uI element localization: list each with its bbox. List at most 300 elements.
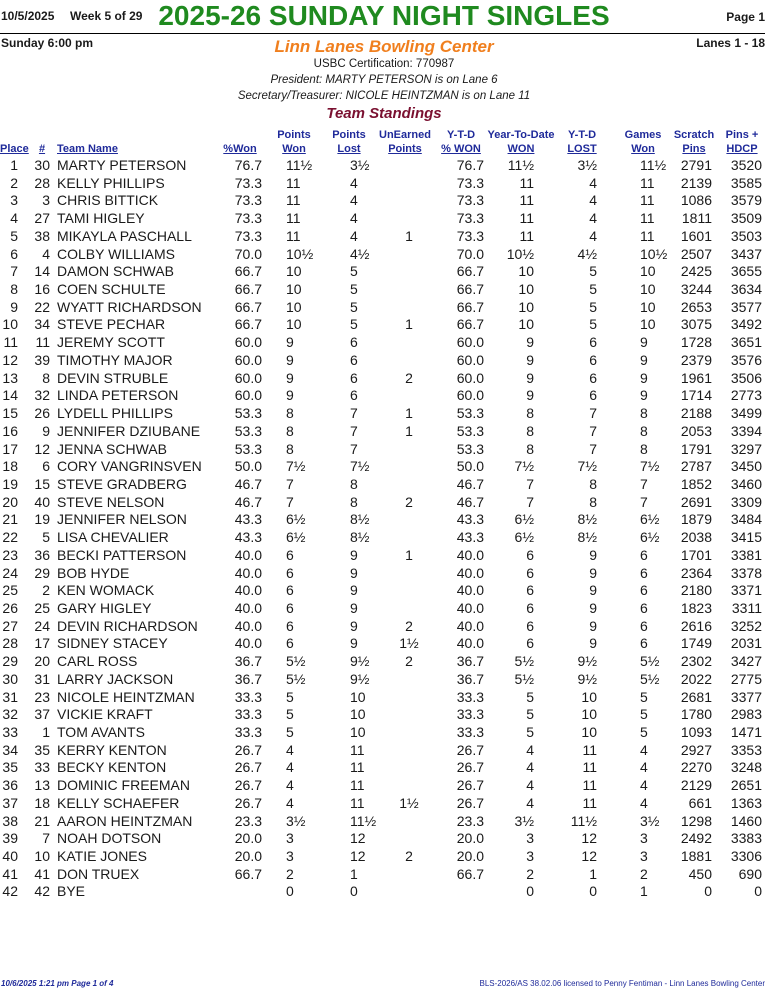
cell-hdcp: 3634 — [730, 281, 762, 298]
cell-pct-won: 40.0 — [234, 564, 262, 581]
cell-team-name: KERRY KENTON — [57, 741, 167, 758]
cell-ytd-pct: 33.3 — [456, 706, 484, 723]
cell-pct-won: 53.3 — [234, 422, 262, 439]
cell-pct-won: 60.0 — [234, 334, 262, 351]
cell-points-won: 6 — [286, 599, 294, 616]
table-row — [0, 316, 768, 334]
cell-ytd-lost: 7 — [589, 422, 597, 439]
cell-ytd-lost: 3½ — [577, 157, 597, 173]
cell-team-name: KELLY SCHAEFER — [57, 794, 180, 811]
col-points-won: Won — [282, 143, 306, 155]
cell-team-name: BECKY KENTON — [57, 759, 167, 776]
cell-points-won: 8 — [286, 440, 294, 457]
cell-ytd-lost: 8½ — [577, 529, 597, 546]
cell-hdcp: 3492 — [730, 316, 762, 333]
cell-ytd-won: 7 — [526, 493, 534, 510]
cell-points-won: 11 — [286, 174, 301, 191]
table-row — [0, 671, 768, 689]
cell-ytd-won: 5 — [526, 724, 534, 740]
cell-ytd-won: 2 — [526, 865, 534, 882]
table-row — [0, 334, 768, 352]
cell-place: 42 — [2, 883, 18, 900]
cell-scratch: 2681 — [680, 688, 712, 705]
cell-team-name: AARON HEINTZMAN — [57, 812, 193, 829]
cell-ytd-pct: 50.0 — [456, 458, 484, 475]
cell-scratch: 1728 — [680, 334, 712, 351]
cell-team-name: DOMINIC FREEMAN — [57, 777, 190, 794]
cell-points-lost: 9 — [350, 546, 358, 563]
cell-ytd-won: 6 — [526, 617, 534, 634]
cell-games-won: 10 — [640, 316, 656, 333]
cell-place: 17 — [2, 440, 18, 457]
cell-points-won: 4 — [286, 794, 294, 811]
cell-points-won: 9 — [286, 351, 294, 368]
cell-ytd-won: 6½ — [514, 511, 534, 528]
cell-points-won: 6 — [286, 564, 294, 581]
cell-points-won: 3½ — [286, 812, 306, 829]
table-row — [0, 706, 768, 724]
cell-number: 21 — [34, 812, 50, 829]
cell-pct-won: 20.0 — [234, 830, 262, 847]
cell-scratch: 2053 — [680, 422, 712, 439]
cell-games-won: 5 — [640, 688, 648, 705]
cell-ytd-pct: 20.0 — [456, 848, 484, 865]
cell-scratch: 2038 — [680, 529, 712, 546]
league-title: 2025-26 SUNDAY NIGHT SINGLES — [158, 0, 610, 31]
cell-ytd-won: 3½ — [514, 812, 534, 829]
cell-points-won: 5½ — [286, 653, 306, 670]
cell-team-name: GARY HIGLEY — [57, 599, 152, 616]
table-row — [0, 618, 768, 636]
cell-unearned: 2 — [405, 653, 413, 670]
cell-ytd-pct: 60.0 — [456, 351, 484, 368]
cell-points-won: 3 — [286, 830, 294, 847]
cell-ytd-won: 6 — [526, 546, 534, 563]
cell-ytd-lost: 4 — [589, 192, 597, 209]
cell-ytd-lost: 4 — [589, 210, 597, 227]
cell-ytd-lost: 9½ — [577, 653, 597, 670]
cell-scratch: 1086 — [680, 192, 712, 209]
cell-hdcp: 3353 — [730, 741, 762, 758]
cell-points-lost: 9 — [350, 599, 358, 616]
cell-scratch: 2022 — [680, 670, 712, 687]
cell-place: 7 — [10, 263, 18, 280]
col-games-won-top: Games — [624, 129, 662, 141]
cell-pct-won: 26.7 — [234, 741, 262, 758]
cell-scratch: 2425 — [680, 263, 712, 280]
cell-ytd-lost: 10 — [581, 706, 597, 723]
cell-hdcp: 3378 — [730, 564, 762, 581]
cell-ytd-lost: 0 — [589, 883, 597, 900]
cell-team-name: SIDNEY STACEY — [57, 635, 168, 652]
cell-games-won: 11½ — [640, 157, 667, 173]
cell-points-lost: 5 — [350, 281, 358, 298]
cell-ytd-lost: 9 — [589, 599, 597, 616]
cell-games-won: 9 — [640, 334, 648, 351]
cell-ytd-lost: 6 — [589, 351, 597, 368]
cell-unearned: 1 — [405, 405, 413, 422]
section-title: Team Standings — [326, 105, 442, 122]
cell-games-won: 5½ — [640, 670, 660, 687]
cell-ytd-pct: 40.0 — [456, 582, 484, 599]
cell-scratch: 2129 — [680, 777, 712, 794]
table-row — [0, 777, 768, 795]
cell-team-name: TOM AVANTS — [57, 724, 145, 740]
cell-games-won: 11 — [640, 210, 655, 227]
cell-ytd-won: 6 — [526, 564, 534, 581]
cell-games-won: 11 — [640, 227, 655, 244]
cell-points-won: 7 — [286, 493, 294, 510]
col-hdcp-pins: HDCP — [726, 143, 758, 155]
cell-points-won: 11 — [286, 210, 301, 227]
col-scratch-pins: Pins — [682, 143, 706, 155]
cell-unearned: 2 — [405, 848, 413, 865]
cell-games-won: 9 — [640, 369, 648, 386]
cell-team-name: DAMON SCHWAB — [57, 263, 174, 280]
cell-points-won: 4 — [286, 777, 294, 794]
cell-scratch: 661 — [688, 794, 712, 811]
cell-ytd-pct: 73.3 — [456, 174, 484, 191]
cell-team-name: TAMI HIGLEY — [57, 210, 145, 227]
secretary-line: Secretary/Treasurer: NICOLE HEINTZMAN is on Lane 11 — [237, 90, 531, 102]
cell-ytd-pct: 36.7 — [456, 653, 484, 670]
cell-points-lost: 11 — [350, 794, 365, 811]
cell-scratch: 2492 — [680, 830, 712, 847]
cell-games-won: 8 — [640, 405, 648, 422]
cell-hdcp: 3248 — [730, 759, 762, 776]
cell-pct-won: 76.7 — [234, 157, 262, 173]
table-row — [0, 228, 768, 246]
cell-team-name: BYE — [57, 883, 86, 900]
cell-place: 13 — [2, 369, 18, 386]
cell-points-won: 6 — [286, 617, 294, 634]
standings-table — [0, 157, 768, 901]
cell-ytd-pct: 26.7 — [456, 794, 484, 811]
usbc-certification: USBC Certification: 770987 — [313, 58, 455, 70]
cell-ytd-pct: 66.7 — [456, 298, 484, 315]
table-row — [0, 600, 768, 618]
cell-pct-won: 60.0 — [234, 369, 262, 386]
cell-points-lost: 10 — [350, 706, 366, 723]
col-ytd-pct-top: Y-T-D — [446, 129, 476, 141]
cell-games-won: 9 — [640, 351, 648, 368]
cell-scratch: 2270 — [680, 759, 712, 776]
cell-pct-won: 33.3 — [234, 688, 262, 705]
cell-scratch: 450 — [688, 865, 712, 882]
cell-ytd-pct: 40.0 — [456, 599, 484, 616]
cell-points-lost: 7 — [350, 405, 358, 422]
cell-games-won: 4 — [640, 777, 648, 794]
cell-team-name: DON TRUEX — [57, 865, 140, 882]
cell-ytd-pct: 66.7 — [456, 316, 484, 333]
table-row — [0, 494, 768, 512]
cell-number: 29 — [34, 564, 50, 581]
cell-team-name: KEN WOMACK — [57, 582, 155, 599]
cell-ytd-lost: 6 — [589, 334, 597, 351]
cell-points-lost: 11 — [350, 759, 365, 776]
cell-points-won: 5 — [286, 688, 294, 705]
cell-pct-won: 70.0 — [234, 245, 262, 262]
cell-points-lost: 4 — [350, 174, 358, 191]
cell-ytd-pct: 26.7 — [456, 777, 484, 794]
cell-games-won: 3 — [640, 830, 648, 847]
cell-ytd-won: 5 — [526, 706, 534, 723]
cell-pct-won: 26.7 — [234, 759, 262, 776]
cell-number: 31 — [34, 670, 50, 687]
cell-place: 24 — [2, 564, 18, 581]
cell-number: 37 — [34, 706, 50, 723]
cell-hdcp: 3394 — [730, 422, 762, 439]
cell-place: 39 — [2, 830, 18, 847]
cell-scratch: 2139 — [680, 174, 712, 191]
cell-games-won: 5½ — [640, 653, 660, 670]
cell-scratch: 2379 — [680, 351, 712, 368]
col-ytd-won-top: Year-To-Date — [487, 129, 555, 141]
cell-hdcp: 3306 — [730, 848, 762, 865]
cell-unearned: 2 — [405, 369, 413, 386]
cell-ytd-won: 7 — [526, 475, 534, 492]
cell-place: 19 — [2, 475, 18, 492]
cell-hdcp: 3579 — [730, 192, 762, 209]
cell-scratch: 1961 — [680, 369, 712, 386]
cell-place: 33 — [2, 724, 18, 740]
cell-team-name: JENNIFER NELSON — [57, 511, 187, 528]
cell-ytd-pct: 53.3 — [456, 422, 484, 439]
cell-ytd-pct: 46.7 — [456, 475, 484, 492]
cell-ytd-won: 0 — [526, 883, 534, 900]
cell-hdcp: 3499 — [730, 405, 762, 422]
cell-points-lost: 8 — [350, 493, 358, 510]
cell-points-lost: 4½ — [350, 245, 370, 262]
table-row — [0, 848, 768, 866]
cell-points-lost: 8½ — [350, 529, 370, 546]
cell-ytd-won: 6 — [526, 599, 534, 616]
cell-scratch: 2691 — [680, 493, 712, 510]
cell-hdcp: 3311 — [731, 599, 762, 616]
cell-place: 31 — [2, 688, 18, 705]
cell-scratch: 1881 — [680, 848, 712, 865]
cell-team-name: BOB HYDE — [57, 564, 130, 581]
cell-ytd-won: 6½ — [514, 529, 534, 546]
cell-unearned: 2 — [405, 617, 413, 634]
cell-unearned: 1½ — [399, 635, 419, 652]
cell-points-won: 11 — [286, 192, 301, 209]
col-points-lost: Lost — [337, 143, 361, 155]
cell-points-won: 10 — [286, 298, 302, 315]
cell-pct-won: 73.3 — [234, 192, 262, 209]
cell-scratch: 3244 — [680, 281, 712, 298]
cell-hdcp: 3651 — [730, 334, 762, 351]
table-row — [0, 653, 768, 671]
cell-points-won: 3 — [286, 848, 294, 865]
cell-points-won: 5 — [286, 724, 294, 740]
cell-number: 20 — [34, 653, 50, 670]
cell-games-won: 6 — [640, 546, 648, 563]
cell-points-lost: 9 — [350, 635, 358, 652]
table-row — [0, 830, 768, 848]
cell-number: 22 — [34, 298, 50, 315]
cell-scratch: 1298 — [680, 812, 712, 829]
cell-hdcp: 1460 — [730, 812, 762, 829]
cell-pct-won: 36.7 — [234, 653, 262, 670]
cell-ytd-lost: 10 — [581, 724, 597, 740]
table-row — [0, 866, 768, 884]
cell-place: 25 — [2, 582, 18, 599]
printed-timestamp: 10/6/2025 1:21 pm Page 1 of 4 — [1, 979, 114, 988]
cell-pct-won: 46.7 — [234, 475, 262, 492]
cell-ytd-pct: 36.7 — [456, 670, 484, 687]
cell-scratch: 2787 — [680, 458, 712, 475]
cell-ytd-won: 11 — [519, 210, 534, 227]
cell-team-name: LYDELL PHILLIPS — [57, 405, 173, 422]
cell-scratch: 2507 — [680, 245, 712, 262]
cell-points-won: 11 — [286, 227, 301, 244]
cell-ytd-lost: 11½ — [570, 812, 597, 829]
cell-hdcp: 0 — [754, 883, 762, 900]
cell-scratch: 1791 — [680, 440, 712, 457]
cell-games-won: 7½ — [640, 458, 660, 475]
cell-ytd-won: 9 — [526, 387, 534, 404]
cell-ytd-won: 11 — [519, 192, 534, 209]
cell-ytd-won: 8 — [526, 422, 534, 439]
page-number: Page 1 — [726, 10, 765, 24]
cell-ytd-won: 11½ — [507, 157, 534, 173]
cell-hdcp: 3427 — [730, 653, 762, 670]
cell-number: 15 — [34, 475, 50, 492]
cell-points-lost: 6 — [350, 334, 358, 351]
cell-hdcp: 3576 — [730, 351, 762, 368]
cell-ytd-won: 10 — [518, 316, 534, 333]
table-row — [0, 387, 768, 405]
cell-games-won: 10½ — [640, 245, 668, 262]
cell-ytd-pct: 33.3 — [456, 688, 484, 705]
cell-points-lost: 7 — [350, 422, 358, 439]
cell-ytd-pct: 40.0 — [456, 617, 484, 634]
cell-scratch: 1823 — [680, 599, 712, 616]
cell-ytd-lost: 6 — [589, 369, 597, 386]
cell-scratch: 2791 — [680, 157, 712, 173]
cell-games-won: 6½ — [640, 529, 660, 546]
president-line: President: MARTY PETERSON is on Lane 6 — [270, 74, 498, 86]
col-games-won: Won — [631, 143, 655, 155]
table-row — [0, 813, 768, 831]
cell-hdcp: 2773 — [730, 387, 762, 404]
cell-place: 6 — [10, 245, 18, 262]
cell-team-name: DEVIN STRUBLE — [57, 369, 169, 386]
cell-ytd-pct: 20.0 — [456, 830, 484, 847]
cell-scratch: 2616 — [680, 617, 712, 634]
cell-number: 26 — [34, 405, 50, 422]
cell-points-won: 7 — [286, 475, 294, 492]
cell-ytd-won: 4 — [526, 794, 534, 811]
col-pct-won: %Won — [223, 143, 257, 155]
cell-pct-won: 43.3 — [234, 529, 262, 546]
cell-ytd-won: 5½ — [514, 653, 534, 670]
cell-ytd-pct: 26.7 — [456, 741, 484, 758]
cell-ytd-lost: 9 — [589, 635, 597, 652]
cell-team-name: COLBY WILLIAMS — [57, 245, 176, 262]
table-row — [0, 441, 768, 459]
header-rule — [0, 33, 765, 34]
cell-games-won: 10 — [640, 263, 656, 280]
report-date: 10/5/2025 — [1, 9, 55, 23]
cell-games-won: 3 — [640, 848, 648, 865]
cell-hdcp: 3450 — [730, 458, 762, 475]
col-team-name: Team Name — [57, 143, 118, 155]
cell-hdcp: 3252 — [730, 617, 762, 634]
table-row — [0, 742, 768, 760]
cell-hdcp: 3506 — [730, 369, 762, 386]
cell-games-won: 2 — [640, 865, 648, 882]
cell-ytd-lost: 8 — [589, 475, 597, 492]
cell-place: 2 — [10, 174, 18, 191]
cell-ytd-lost: 8½ — [577, 511, 597, 528]
table-row — [0, 582, 768, 600]
cell-ytd-won: 4 — [526, 759, 534, 776]
col-ytd-lost-top: Y-T-D — [567, 129, 597, 141]
cell-place: 16 — [2, 422, 18, 439]
cell-scratch: 1093 — [680, 724, 712, 740]
cell-games-won: 6 — [640, 564, 648, 581]
cell-pct-won: 66.7 — [234, 316, 262, 333]
cell-scratch: 1780 — [680, 706, 712, 723]
cell-ytd-won: 10½ — [506, 245, 534, 262]
cell-pct-won: 43.3 — [234, 511, 262, 528]
cell-place: 34 — [2, 741, 18, 758]
cell-points-won: 6 — [286, 546, 294, 563]
cell-team-name: LARRY JACKSON — [57, 670, 174, 687]
cell-team-name: STEVE NELSON — [57, 493, 165, 510]
cell-ytd-won: 6 — [526, 582, 534, 599]
cell-number: 3 — [42, 192, 50, 209]
cell-place: 18 — [2, 458, 18, 475]
cell-ytd-pct: 60.0 — [456, 387, 484, 404]
cell-unearned: 1½ — [399, 794, 419, 811]
cell-team-name: CORY VANGRINSVEN — [57, 458, 202, 475]
cell-ytd-won: 10 — [518, 263, 534, 280]
cell-place: 23 — [2, 546, 18, 563]
table-row — [0, 210, 768, 228]
cell-points-lost: 9½ — [350, 670, 370, 687]
cell-number: 7 — [42, 830, 50, 847]
cell-number: 30 — [34, 157, 50, 173]
cell-games-won: 6 — [640, 599, 648, 616]
cell-points-lost: 4 — [350, 192, 358, 209]
cell-ytd-won: 6 — [526, 635, 534, 652]
license-line: BLS-2026/AS 38.02.06 licensed to Penny Fentiman - Linn Lanes Bowling Center — [479, 979, 765, 988]
cell-ytd-won: 3 — [526, 830, 534, 847]
cell-ytd-lost: 9 — [589, 582, 597, 599]
cell-ytd-pct: 33.3 — [456, 724, 484, 740]
cell-points-won: 10 — [286, 263, 302, 280]
cell-games-won: 11 — [640, 192, 655, 209]
cell-ytd-lost: 9 — [589, 546, 597, 563]
cell-pct-won: 26.7 — [234, 794, 262, 811]
cell-games-won: 8 — [640, 440, 648, 457]
cell-number: 38 — [34, 227, 50, 244]
cell-hdcp: 3585 — [730, 174, 762, 191]
col-ytd-pct: % WON — [441, 143, 481, 155]
cell-ytd-lost: 11 — [582, 759, 597, 776]
cell-hdcp: 3655 — [730, 263, 762, 280]
cell-games-won: 4 — [640, 741, 648, 758]
cell-team-name: NICOLE HEINTZMAN — [57, 688, 195, 705]
cell-points-lost: 0 — [350, 883, 358, 900]
cell-ytd-lost: 5 — [589, 263, 597, 280]
cell-ytd-pct: 66.7 — [456, 865, 484, 882]
bowling-center-name: Linn Lanes Bowling Center — [274, 37, 494, 56]
cell-ytd-pct: 66.7 — [456, 281, 484, 298]
